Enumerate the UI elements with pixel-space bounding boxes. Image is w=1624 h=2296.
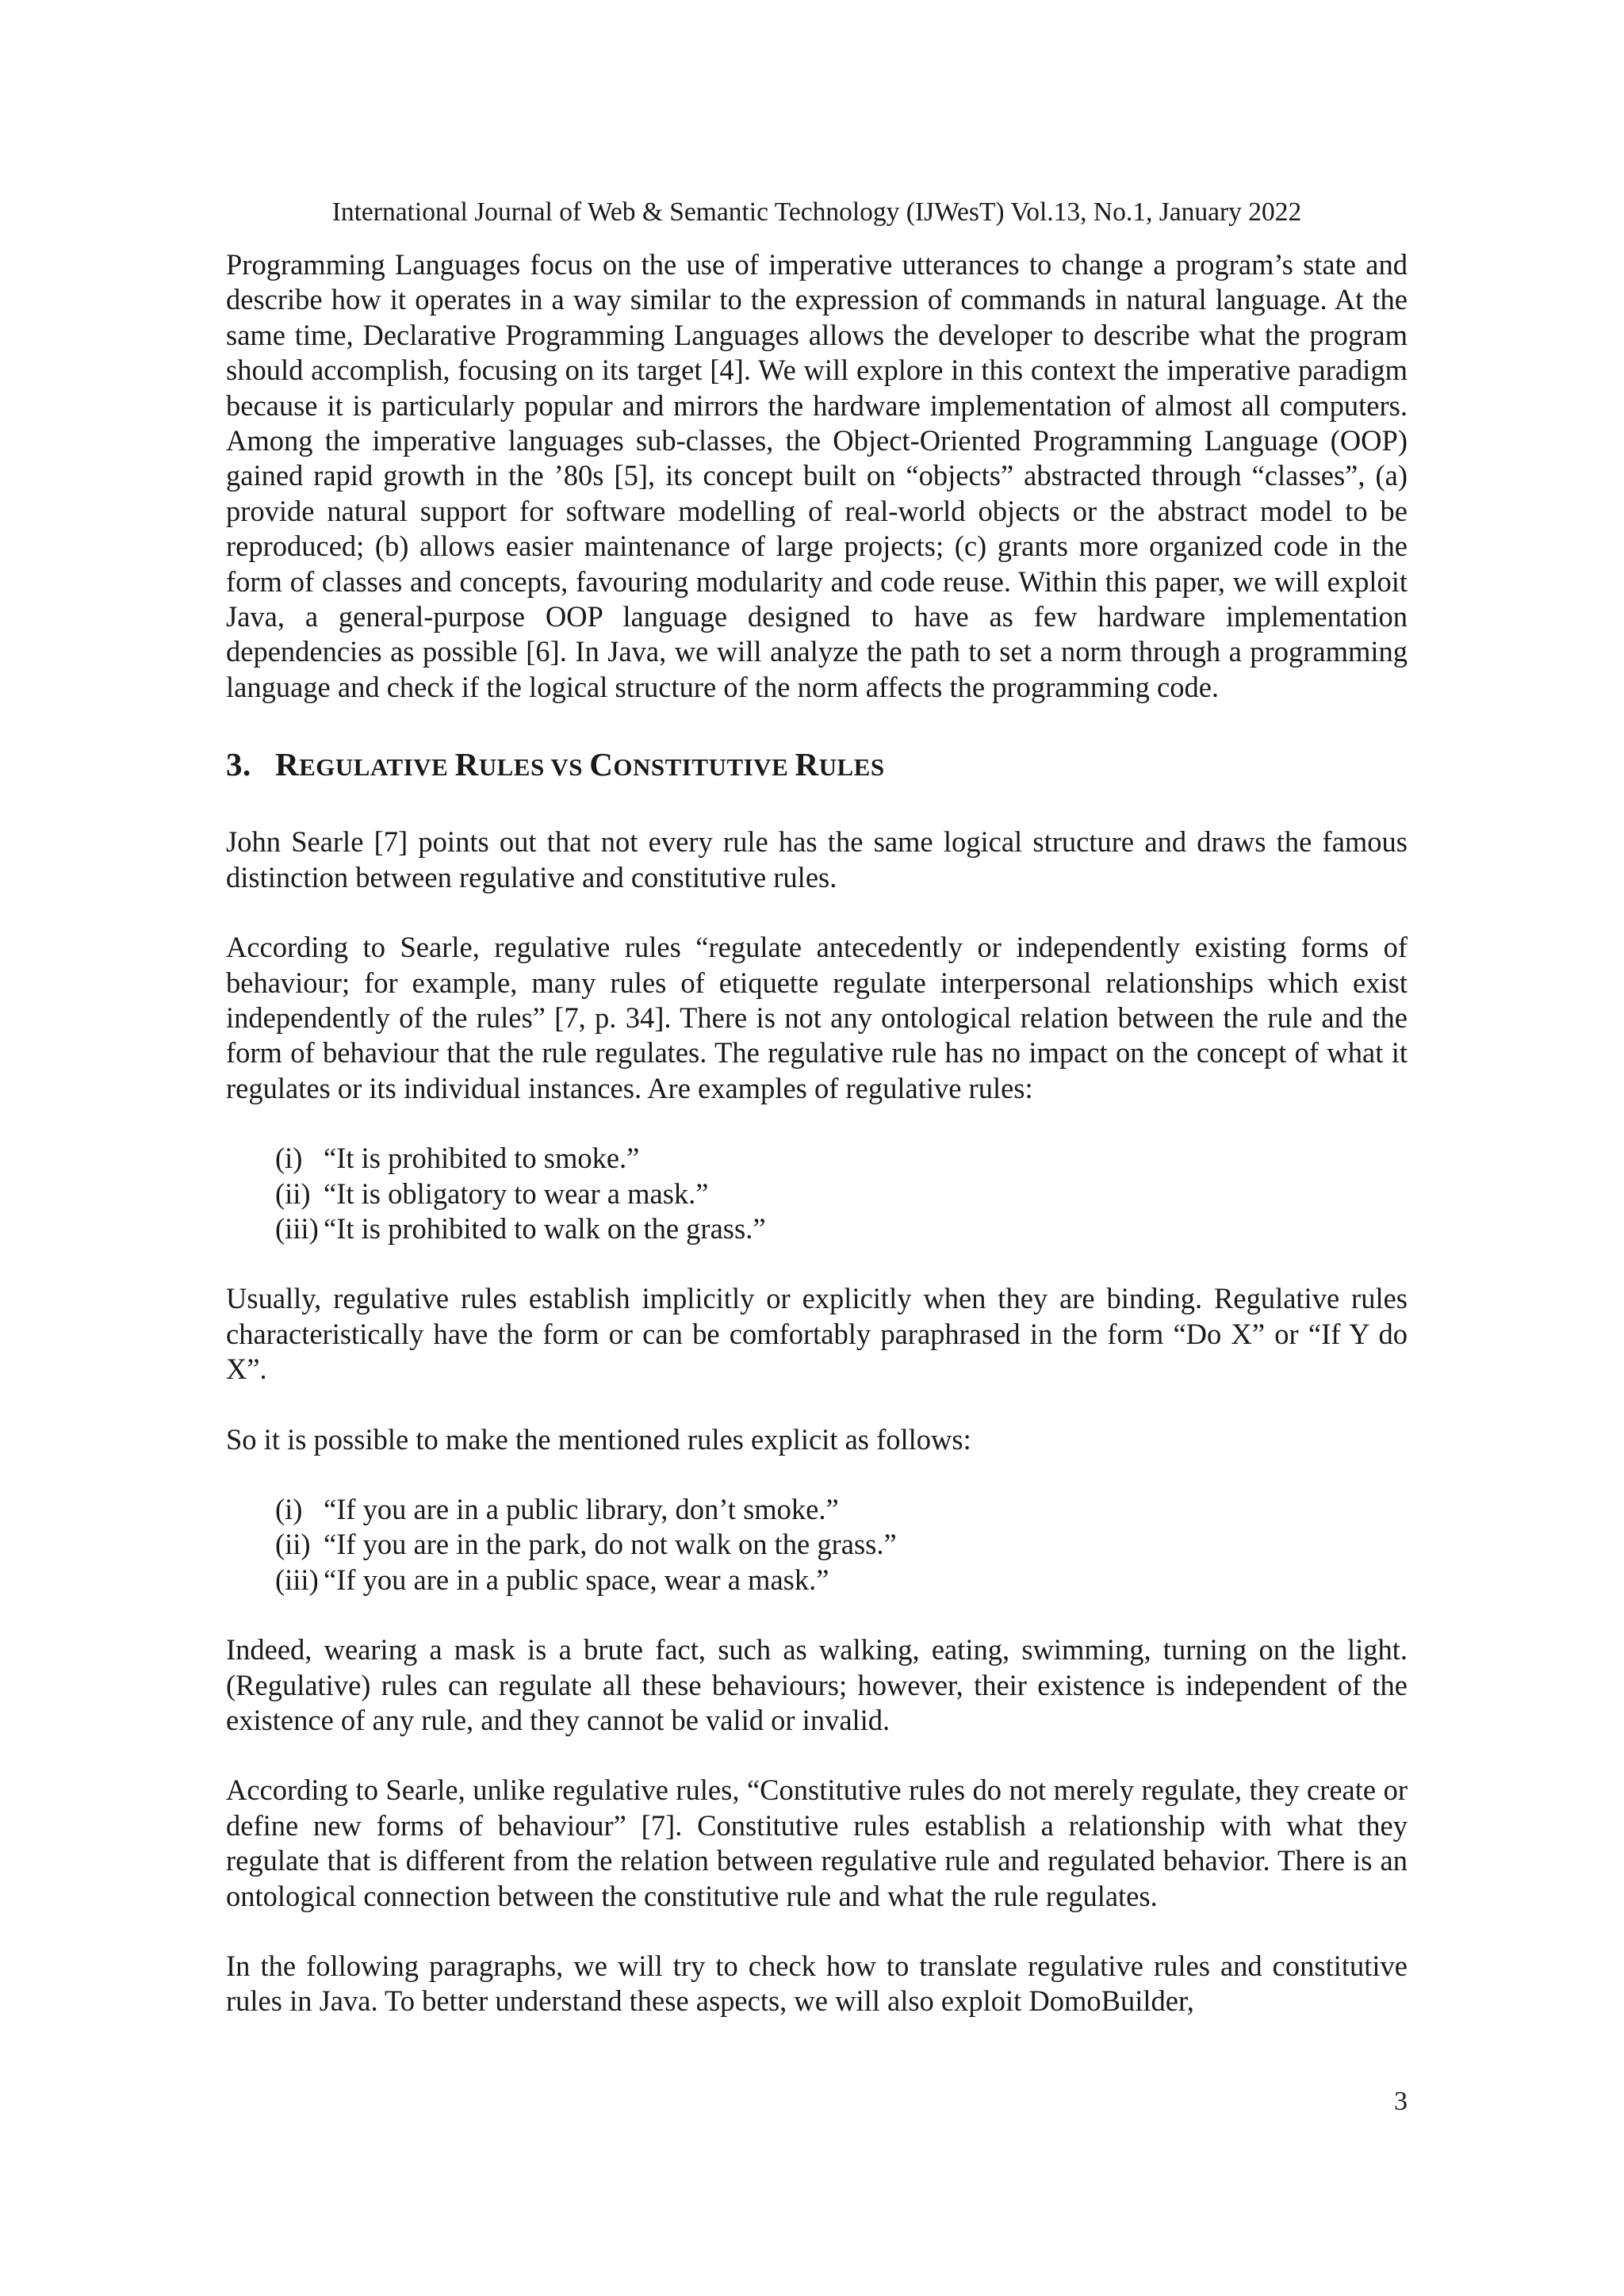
list-item [275, 1492, 1408, 1527]
body-text [226, 247, 1408, 2019]
list-item [275, 1177, 1408, 1211]
section-heading [226, 744, 1408, 788]
page-number: 3 [1394, 2087, 1408, 2116]
list-explicit-rules [275, 1492, 1408, 1598]
paragraph-regulative-rules: According to Searle, regulative rules “regulate antecedently or independently existing forms of behaviour; for example, many rules of etiquette regulate interpersonal relationships which exist independently of the rules” [7, p. 34]. There is not any ontological relation between the rule and the form of behaviour that the rule regulates. The regulative rule has no impact on the concept of what it regulates or its individual instances. Are examples of regulative rules: [226, 931, 1408, 1104]
list-item-text: “It is obligatory to wear a mask.” [324, 1177, 709, 1210]
paragraph-constitutive-rules: According to Searle, unlike regulative rules, “Constitutive rules do not merely regulate, they create or define new forms of behaviour” [7]. Constitutive rules establish a relationship with what they regulate that is different from the relation between regulative rule and regulated behavior. There is an ontological connection between the constitutive rule and what the rule regulates. [226, 1774, 1408, 1912]
list-marker: (iii) [275, 1211, 319, 1245]
list-marker: (ii) [275, 1528, 311, 1561]
running-header: International Journal of Web & Semantic Technology (IJWesT) Vol.13, No.1, January 2022 [331, 197, 1302, 227]
list-item [275, 1141, 1408, 1176]
section-number: 3. [226, 746, 251, 783]
list-item-text: “If you are in a public space, wear a mask.” [324, 1563, 829, 1596]
list-marker: (i) [275, 1142, 303, 1175]
paragraph-explicit-rules-intro: So it is possible to make the mentioned rules explicit as follows: [226, 1422, 971, 1456]
paragraph-following-paragraphs: In the following paragraphs, we will try to check how to translate regulative rules and constitutive rules in Java. To better understand these aspects, we will also exploit DomoBuilder, [226, 1950, 1408, 2018]
list-item-text: “If you are in a public library, don’t smoke.” [324, 1492, 839, 1525]
paragraph-brute-fact: Indeed, wearing a mask is a brute fact, such as walking, eating, swimming, turning on the light. (Regulative) rules can regulate all these behaviours; however, their existence is independent of the existence of any rule, and they cannot be valid or invalid. [226, 1633, 1408, 1736]
list-item-text: “It is prohibited to walk on the grass.” [324, 1211, 766, 1245]
list-item-text: “If you are in the park, do not walk on the grass.” [324, 1528, 897, 1561]
list-item [275, 1211, 1408, 1246]
list-marker: (i) [275, 1492, 303, 1525]
paragraph-binding-form: Usually, regulative rules establish implicitly or explicitly when they are binding. Regulative rules characteristically have the form or can be comfortably paraphrased in the form “Do X” or “If Y do X”. [226, 1282, 1408, 1386]
list-item-text: “It is prohibited to smoke.” [324, 1142, 640, 1175]
paragraph-searle-distinction: John Searle [7] points out that not every rule has the same logical structure and draws the famous distinction between regulative and constitutive rules. [226, 825, 1408, 894]
section-title: REGULATIVE RULES VS CONSTITUTIVE RULES [275, 746, 885, 783]
list-item [275, 1527, 1408, 1562]
paragraph-intro-programming-languages: Programming Languages focus on the use of imperative utterances to change a program’s state and describe how it operates in a way similar to the expression of commands in natural language. At the same time, Declarative Programming Languages allows the developer to describe what the program should accomplish, focusing on its target [4]. We will explore in this context the imperative paradigm because it is particularly popular and mirrors the hardware implementation of almost all computers. Among the imperative languages sub-classes, the Object-Oriented Programming Language (OOP) gained rapid growth in the ’80s [5], its concept built on “objects” abstracted through “classes”, (a) provide natural support for software modelling of real-world objects or the abstract model to be reproduced; (b) allows easier maintenance of large projects; (c) grants more organized code in the form of classes and concepts, favouring modularity and code reuse. Within this paper, we will exploit Java, a general-purpose OOP language designed to have as few hardware implementation dependencies as possible [6]. In Java, we will analyze the path to set a norm through a programming language and check if the logical structure of the norm affects the programming code. [226, 248, 1408, 703]
list-item [275, 1563, 1408, 1598]
list-marker: (ii) [275, 1177, 311, 1210]
list-marker: (iii) [275, 1563, 319, 1596]
list-regulative-examples [275, 1141, 1408, 1246]
